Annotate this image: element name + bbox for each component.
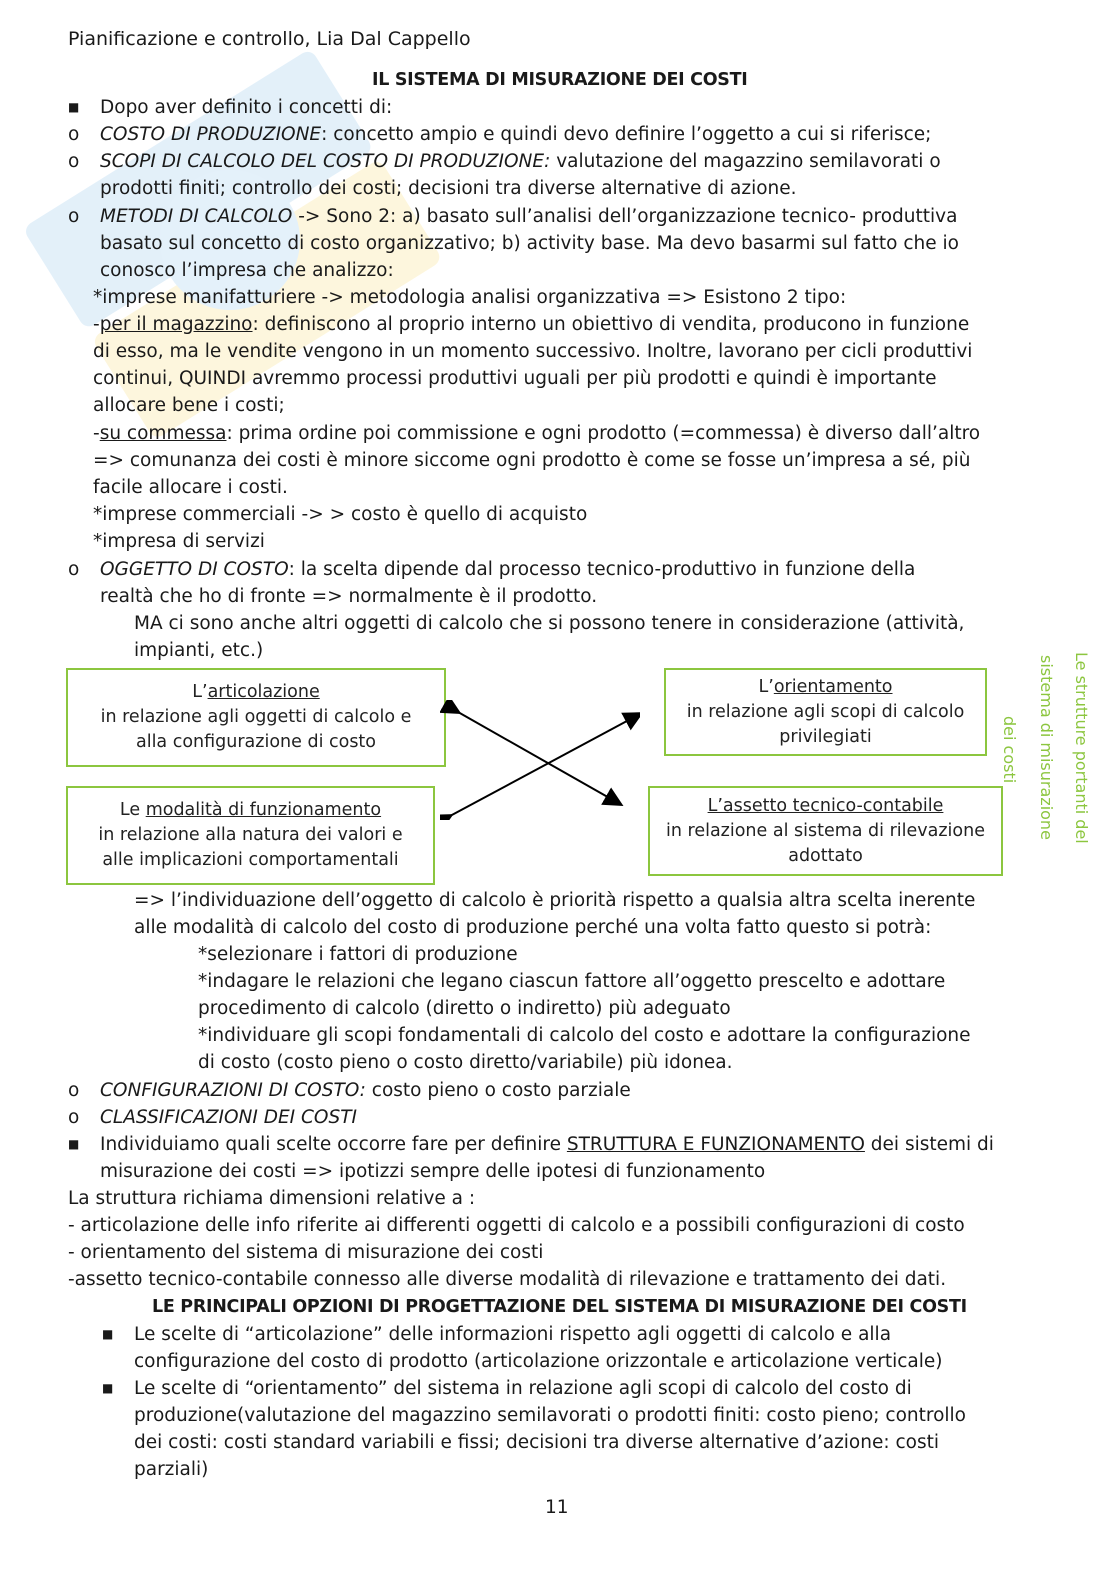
text-line: Le scelte di “articolazione” delle informazioni rispetto agli oggetti di calcolo e alla <box>134 1324 892 1345</box>
text-line: La struttura richiama dimensioni relative a : <box>68 1188 476 1209</box>
text-line: parziali) <box>134 1459 209 1480</box>
diagram-box-articolazione: L’articolazione in relazione agli oggetti di calcolo e alla configurazione di costo <box>66 668 446 767</box>
square-bullet-icon: ■ <box>68 100 80 114</box>
text-line: Le scelte di “orientamento” del sistema in relazione agli scopi di calcolo del costo di <box>134 1378 912 1399</box>
text-line: impianti, etc.) <box>134 640 264 661</box>
text-line: Dopo aver definito i concetti di: <box>100 97 393 118</box>
text-line: continui, QUINDI avremmo processi produttivi uguali per più prodotti e quindi è importante <box>93 368 937 389</box>
circle-bullet-icon: o <box>68 559 80 580</box>
circle-bullet-icon: o <box>68 1080 80 1101</box>
text-line: CONFIGURAZIONI DI COSTO: costo pieno o costo parziale <box>100 1080 631 1101</box>
diagram-box-assetto: L’assetto tecnico-contabile in relazione al sistema di rilevazione adottato <box>648 786 1003 876</box>
text-line: produzione(valutazione del magazzino semilavorati o prodotti finiti: costo pieno; controllo <box>134 1405 966 1426</box>
text-line: *indagare le relazioni che legano ciascun fattore all’oggetto prescelto e adottare <box>198 971 946 992</box>
text-line: procedimento di calcolo (diretto o indiretto) più adeguato <box>198 998 731 1019</box>
text-line: prodotti finiti; controllo dei costi; decisioni tra diverse alternative di azione. <box>100 178 797 199</box>
text-line: METODI DI CALCOLO -> Sono 2: a) basato sull’analisi dell’organizzazione tecnico- produttiva <box>100 206 958 227</box>
page-title: IL SISTEMA DI MISURAZIONE DEI COSTI <box>372 70 748 90</box>
side-label: Le strutture portanti del <box>1072 652 1091 844</box>
arrow-line <box>458 712 620 804</box>
text-line: Individuiamo quali scelte occorre fare per definire STRUTTURA E FUNZIONAMENTO dei sistemi di <box>100 1134 994 1155</box>
text-line: conosco l’impresa che analizzo: <box>100 260 394 281</box>
diagram-box-orientamento: L’orientamento in relazione agli scopi di calcolo privilegiati <box>664 668 987 756</box>
square-bullet-icon: ■ <box>68 1137 80 1151</box>
text-line: -assetto tecnico-contabile connesso alle diverse modalità di rilevazione e trattamento dei dati. <box>68 1269 947 1290</box>
text-line: basato sul concetto di costo organizzativo; b) activity base. Ma devo basarmi sul fatto che io <box>100 233 959 254</box>
text-line: => l’individuazione dell’oggetto di calcolo è priorità rispetto a qualsia altra scelta inerente <box>134 890 976 911</box>
circle-bullet-icon: o <box>68 1107 80 1128</box>
page-header: Pianificazione e controllo, Lia Dal Cappello <box>68 28 471 50</box>
cross-arrows <box>440 700 640 820</box>
text-line: configurazione del costo di prodotto (articolazione orizzontale e articolazione verticale) <box>134 1351 943 1372</box>
text-line: => comunanza dei costi è minore siccome ogni prodotto è come se fosse un’impresa a sé, più <box>93 450 971 471</box>
text-line: SCOPI DI CALCOLO DEL COSTO DI PRODUZIONE: valutazione del magazzino semilavorati o <box>100 151 941 172</box>
text-line: di esso, ma le vendite vengono in un momento successivo. Inoltre, lavorano per cicli produttivi <box>93 341 973 362</box>
circle-bullet-icon: o <box>68 151 80 172</box>
text-line: - articolazione delle info riferite ai differenti oggetti di calcolo e a possibili configurazioni di costo <box>68 1215 965 1236</box>
circle-bullet-icon: o <box>68 206 80 227</box>
arrow-line <box>450 714 640 816</box>
text-line: *imprese manifatturiere -> metodologia analisi organizzativa => Esistono 2 tipo: <box>93 287 847 308</box>
text-line: *impresa di servizi <box>93 531 265 552</box>
diagram-box-modalita: Le modalità di funzionamento in relazione alla natura dei valori e alle implicazioni comportamentali <box>66 786 435 885</box>
text-line: allocare bene i costi; <box>93 395 285 416</box>
text-line: -su commessa: prima ordine poi commissione e ogni prodotto (=commessa) è diverso dall’altro <box>93 423 981 444</box>
text-line: - orientamento del sistema di misurazione dei costi <box>68 1242 544 1263</box>
text-line: *individuare gli scopi fondamentali di calcolo del costo e adottare la configurazione <box>198 1025 971 1046</box>
text-line: -per il magazzino: definiscono al proprio interno un obiettivo di vendita, producono in funzione <box>93 314 970 335</box>
text-line: misurazione dei costi => ipotizzi sempre delle ipotesi di funzionamento <box>100 1161 766 1182</box>
text-line: *selezionare i fattori di produzione <box>198 944 518 965</box>
text-line: *imprese commerciali -> > costo è quello di acquisto <box>93 504 588 525</box>
text-line: OGGETTO DI COSTO: la scelta dipende dal processo tecnico-produttivo in funzione della <box>100 559 916 580</box>
square-bullet-icon: ■ <box>102 1327 114 1341</box>
text-line: CLASSIFICAZIONI DEI COSTI <box>100 1107 357 1128</box>
text-line: facile allocare i costi. <box>93 477 288 498</box>
side-label: sistema di misurazione <box>1037 654 1056 840</box>
text-line: MA ci sono anche altri oggetti di calcolo che si possono tenere in considerazione (attività, <box>134 613 965 634</box>
circle-bullet-icon: o <box>68 124 80 145</box>
page-number: 11 <box>545 1497 569 1518</box>
section-subtitle: LE PRINCIPALI OPZIONI DI PROGETTAZIONE DEL SISTEMA DI MISURAZIONE DEI COSTI <box>152 1297 967 1317</box>
text-line: dei costi: costi standard variabili e fissi; decisioni tra diverse alternative d’azione: costi <box>134 1432 939 1453</box>
text-line: COSTO DI PRODUZIONE: concetto ampio e quindi devo definire l’oggetto a cui si riferisce; <box>100 124 932 145</box>
side-label: dei costi <box>1000 716 1019 784</box>
text-line: di costo (costo pieno o costo diretto/variabile) più idonea. <box>198 1052 733 1073</box>
text-line: alle modalità di calcolo del costo di produzione perché una volta fatto questo si potrà: <box>134 917 932 938</box>
square-bullet-icon: ■ <box>102 1381 114 1395</box>
text-line: realtà che ho di fronte => normalmente è il prodotto. <box>100 586 598 607</box>
